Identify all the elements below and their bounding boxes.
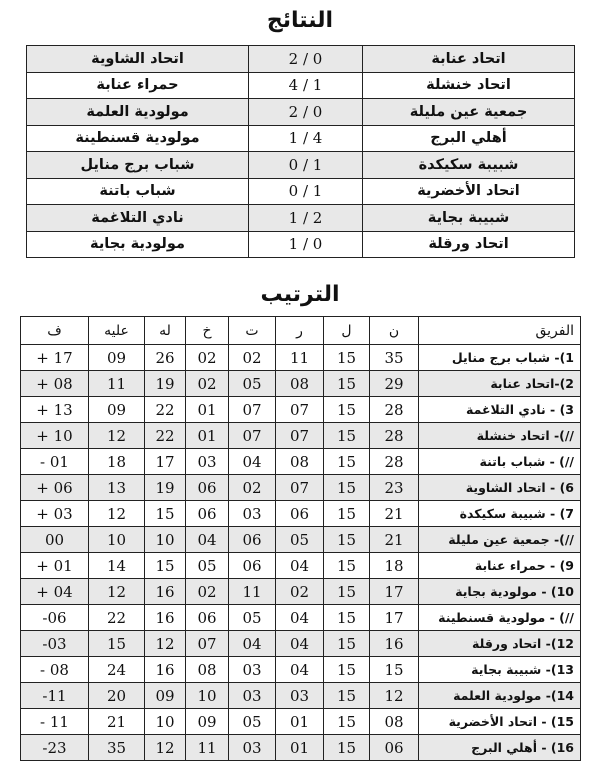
- standing-points: 21: [370, 501, 419, 527]
- standings-header-row: [21, 317, 581, 345]
- standing-goals-against: 24: [89, 657, 145, 683]
- standing-team: 1)- شباب برج منايل: [419, 345, 581, 371]
- standing-goals-against: 14: [89, 553, 145, 579]
- result-row: [27, 178, 575, 205]
- standing-drawn: 03: [229, 657, 276, 683]
- result-away-team: شباب برج منايل: [27, 152, 249, 179]
- standing-goal-diff: 00: [21, 527, 89, 553]
- standing-lost: 03: [186, 449, 229, 475]
- standing-played: 15: [324, 683, 370, 709]
- standing-goals-for: 22: [145, 397, 186, 423]
- standing-goals-for: 19: [145, 371, 186, 397]
- standing-goal-diff: 11 -: [21, 709, 89, 735]
- result-score: 0 / 2: [249, 99, 363, 126]
- standing-team: 13)- شبيبة بجاية: [419, 657, 581, 683]
- result-home-team: اتحاد خنشلة: [363, 72, 575, 99]
- standing-team: //)- اتحاد خنشلة: [419, 423, 581, 449]
- standing-lost: 06: [186, 605, 229, 631]
- standing-played: 15: [324, 345, 370, 371]
- standing-row: [21, 397, 581, 423]
- header-team: الفريق: [419, 317, 581, 345]
- standing-row: [21, 579, 581, 605]
- standing-goals-for: 10: [145, 527, 186, 553]
- standing-goals-against: 12: [89, 501, 145, 527]
- standing-lost: 02: [186, 371, 229, 397]
- standing-team: 15) - اتحاد الأخضرية: [419, 709, 581, 735]
- standing-lost: 07: [186, 631, 229, 657]
- standing-team: 3) - نادي التلاغمة: [419, 397, 581, 423]
- standing-goals-against: 20: [89, 683, 145, 709]
- standing-points: 21: [370, 527, 419, 553]
- standing-won: 07: [276, 397, 324, 423]
- results-body: [27, 46, 575, 258]
- standing-goal-diff: 04 +: [21, 579, 89, 605]
- standing-drawn: 11: [229, 579, 276, 605]
- standing-team: 2)-اتحاد عنابة: [419, 371, 581, 397]
- result-away-team: اتحاد الشاوية: [27, 46, 249, 73]
- standing-won: 01: [276, 709, 324, 735]
- standing-goals-for: 09: [145, 683, 186, 709]
- standing-goal-diff: 11-: [21, 683, 89, 709]
- result-home-team: شبيبة سكيكدة: [363, 152, 575, 179]
- standing-won: 04: [276, 657, 324, 683]
- standing-drawn: 02: [229, 345, 276, 371]
- standing-row: [21, 683, 581, 709]
- result-row: [27, 152, 575, 179]
- standing-drawn: 02: [229, 475, 276, 501]
- standing-won: 04: [276, 605, 324, 631]
- standing-row: [21, 345, 581, 371]
- standing-team: 12)- اتحاد ورقلة: [419, 631, 581, 657]
- standing-won: 11: [276, 345, 324, 371]
- standing-goal-diff: 17 +: [21, 345, 89, 371]
- standing-goal-diff: 08 -: [21, 657, 89, 683]
- standing-goals-for: 15: [145, 501, 186, 527]
- standing-goals-for: 19: [145, 475, 186, 501]
- standing-points: 06: [370, 735, 419, 761]
- standing-goal-diff: 08 +: [21, 371, 89, 397]
- standing-team: 9) - حمراء عنابة: [419, 553, 581, 579]
- standing-team: 6) - اتحاد الشاوية: [419, 475, 581, 501]
- standing-team: 14)- مولودية العلمة: [419, 683, 581, 709]
- header-won: ر: [276, 317, 324, 345]
- standing-points: 28: [370, 423, 419, 449]
- standing-played: 15: [324, 449, 370, 475]
- header-drawn: ت: [229, 317, 276, 345]
- result-away-team: حمراء عنابة: [27, 72, 249, 99]
- standing-points: 23: [370, 475, 419, 501]
- standing-lost: 11: [186, 735, 229, 761]
- standing-goals-for: 16: [145, 579, 186, 605]
- standings-title: الترتيب: [260, 282, 340, 307]
- standing-points: 18: [370, 553, 419, 579]
- standing-lost: 08: [186, 657, 229, 683]
- header-played: ل: [324, 317, 370, 345]
- standing-goals-against: 11: [89, 371, 145, 397]
- standing-goal-diff: 01 -: [21, 449, 89, 475]
- standing-lost: 06: [186, 475, 229, 501]
- standing-won: 04: [276, 631, 324, 657]
- standing-row: [21, 501, 581, 527]
- standing-lost: 01: [186, 423, 229, 449]
- standing-played: 15: [324, 553, 370, 579]
- standing-points: 17: [370, 605, 419, 631]
- result-away-team: مولودية قسنطينة: [27, 125, 249, 152]
- standing-won: 08: [276, 371, 324, 397]
- standing-row: [21, 449, 581, 475]
- standing-goals-against: 10: [89, 527, 145, 553]
- header-goal-diff: ف: [21, 317, 89, 345]
- standing-played: 15: [324, 735, 370, 761]
- standing-goals-against: 09: [89, 397, 145, 423]
- result-home-team: اتحاد عنابة: [363, 46, 575, 73]
- standing-won: 02: [276, 579, 324, 605]
- standing-goals-against: 13: [89, 475, 145, 501]
- standing-goals-against: 09: [89, 345, 145, 371]
- result-away-team: مولودية العلمة: [27, 99, 249, 126]
- standing-played: 15: [324, 371, 370, 397]
- standing-row: [21, 553, 581, 579]
- standing-drawn: 06: [229, 553, 276, 579]
- standing-played: 15: [324, 423, 370, 449]
- standing-row: [21, 709, 581, 735]
- result-score: 0 / 1: [249, 231, 363, 258]
- standing-points: 17: [370, 579, 419, 605]
- header-points: ن: [370, 317, 419, 345]
- standing-points: 16: [370, 631, 419, 657]
- standing-won: 01: [276, 735, 324, 761]
- result-away-team: مولودية بجاية: [27, 231, 249, 258]
- standing-row: [21, 527, 581, 553]
- result-row: [27, 231, 575, 258]
- standing-drawn: 05: [229, 605, 276, 631]
- standing-played: 15: [324, 631, 370, 657]
- result-score: 0 / 2: [249, 46, 363, 73]
- standing-drawn: 03: [229, 501, 276, 527]
- result-score: 2 / 1: [249, 205, 363, 232]
- standing-goals-against: 12: [89, 423, 145, 449]
- standing-goals-for: 12: [145, 631, 186, 657]
- standing-drawn: 07: [229, 397, 276, 423]
- standing-drawn: 03: [229, 735, 276, 761]
- standing-goals-for: 26: [145, 345, 186, 371]
- standing-goal-diff: 03-: [21, 631, 89, 657]
- standing-goals-against: 35: [89, 735, 145, 761]
- results-table: [26, 45, 575, 258]
- standing-goals-for: 22: [145, 423, 186, 449]
- standing-won: 05: [276, 527, 324, 553]
- result-row: [27, 46, 575, 73]
- standing-points: 08: [370, 709, 419, 735]
- standing-goal-diff: 03 +: [21, 501, 89, 527]
- result-home-team: اتحاد الأخضرية: [363, 178, 575, 205]
- standing-won: 07: [276, 475, 324, 501]
- standing-goal-diff: 01 +: [21, 553, 89, 579]
- standing-lost: 01: [186, 397, 229, 423]
- header-lost: خ: [186, 317, 229, 345]
- result-home-team: جمعية عين مليلة: [363, 99, 575, 126]
- standing-team: //) - مولودية قسنطينة: [419, 605, 581, 631]
- standing-points: 28: [370, 397, 419, 423]
- standing-goal-diff: 13 +: [21, 397, 89, 423]
- result-row: [27, 72, 575, 99]
- standing-played: 15: [324, 527, 370, 553]
- standing-played: 15: [324, 501, 370, 527]
- standing-row: [21, 423, 581, 449]
- standing-points: 28: [370, 449, 419, 475]
- standing-goals-for: 17: [145, 449, 186, 475]
- standing-goal-diff: 10 +: [21, 423, 89, 449]
- standing-team: 10) - مولودية بجاية: [419, 579, 581, 605]
- result-away-team: نادي التلاغمة: [27, 205, 249, 232]
- standing-points: 15: [370, 657, 419, 683]
- standing-drawn: 04: [229, 631, 276, 657]
- standing-played: 15: [324, 397, 370, 423]
- standing-goal-diff: 06-: [21, 605, 89, 631]
- standing-points: 29: [370, 371, 419, 397]
- standing-row: [21, 605, 581, 631]
- standing-won: 07: [276, 423, 324, 449]
- standing-played: 15: [324, 579, 370, 605]
- header-goals-against: عليه: [89, 317, 145, 345]
- standing-won: 04: [276, 553, 324, 579]
- standings-body: [21, 345, 581, 761]
- result-score: 1 / 0: [249, 178, 363, 205]
- standing-lost: 09: [186, 709, 229, 735]
- result-score: 1 / 0: [249, 152, 363, 179]
- standing-lost: 04: [186, 527, 229, 553]
- standing-played: 15: [324, 657, 370, 683]
- standing-goals-for: 10: [145, 709, 186, 735]
- standing-goals-for: 16: [145, 605, 186, 631]
- standing-played: 15: [324, 475, 370, 501]
- result-away-team: شباب باتنة: [27, 178, 249, 205]
- standing-goals-against: 22: [89, 605, 145, 631]
- standing-row: [21, 657, 581, 683]
- standing-lost: 06: [186, 501, 229, 527]
- standing-goals-for: 15: [145, 553, 186, 579]
- standing-drawn: 06: [229, 527, 276, 553]
- standing-drawn: 03: [229, 683, 276, 709]
- standing-goals-against: 21: [89, 709, 145, 735]
- standings-table: [20, 316, 581, 761]
- standing-row: [21, 371, 581, 397]
- result-home-team: اتحاد ورقلة: [363, 231, 575, 258]
- standing-points: 35: [370, 345, 419, 371]
- result-row: [27, 125, 575, 152]
- result-score: 4 / 1: [249, 125, 363, 152]
- result-row: [27, 99, 575, 126]
- standing-goal-diff: 06 +: [21, 475, 89, 501]
- standing-team: 16) - أهلي البرج: [419, 735, 581, 761]
- standing-drawn: 07: [229, 423, 276, 449]
- standing-lost: 10: [186, 683, 229, 709]
- standing-won: 08: [276, 449, 324, 475]
- standing-row: [21, 735, 581, 761]
- standing-goals-against: 12: [89, 579, 145, 605]
- standing-won: 06: [276, 501, 324, 527]
- standing-goals-for: 16: [145, 657, 186, 683]
- standing-goals-against: 18: [89, 449, 145, 475]
- standing-lost: 02: [186, 579, 229, 605]
- result-home-team: أهلي البرج: [363, 125, 575, 152]
- standing-goal-diff: 23-: [21, 735, 89, 761]
- standing-played: 15: [324, 709, 370, 735]
- result-row: [27, 205, 575, 232]
- standing-lost: 02: [186, 345, 229, 371]
- standing-team: 7) - شبيبة سكيكدة: [419, 501, 581, 527]
- results-title: النتائج: [266, 8, 334, 33]
- standing-goals-for: 12: [145, 735, 186, 761]
- standing-goals-against: 15: [89, 631, 145, 657]
- header-goals-for: له: [145, 317, 186, 345]
- standing-lost: 05: [186, 553, 229, 579]
- standing-played: 15: [324, 605, 370, 631]
- standing-drawn: 05: [229, 709, 276, 735]
- result-score: 1 / 4: [249, 72, 363, 99]
- standing-points: 12: [370, 683, 419, 709]
- standing-team: //)- جمعية عين مليلة: [419, 527, 581, 553]
- standing-row: [21, 475, 581, 501]
- standing-row: [21, 631, 581, 657]
- standing-won: 03: [276, 683, 324, 709]
- standing-team: //) - شباب باتنة: [419, 449, 581, 475]
- result-home-team: شبيبة بجاية: [363, 205, 575, 232]
- standing-drawn: 05: [229, 371, 276, 397]
- standing-drawn: 04: [229, 449, 276, 475]
